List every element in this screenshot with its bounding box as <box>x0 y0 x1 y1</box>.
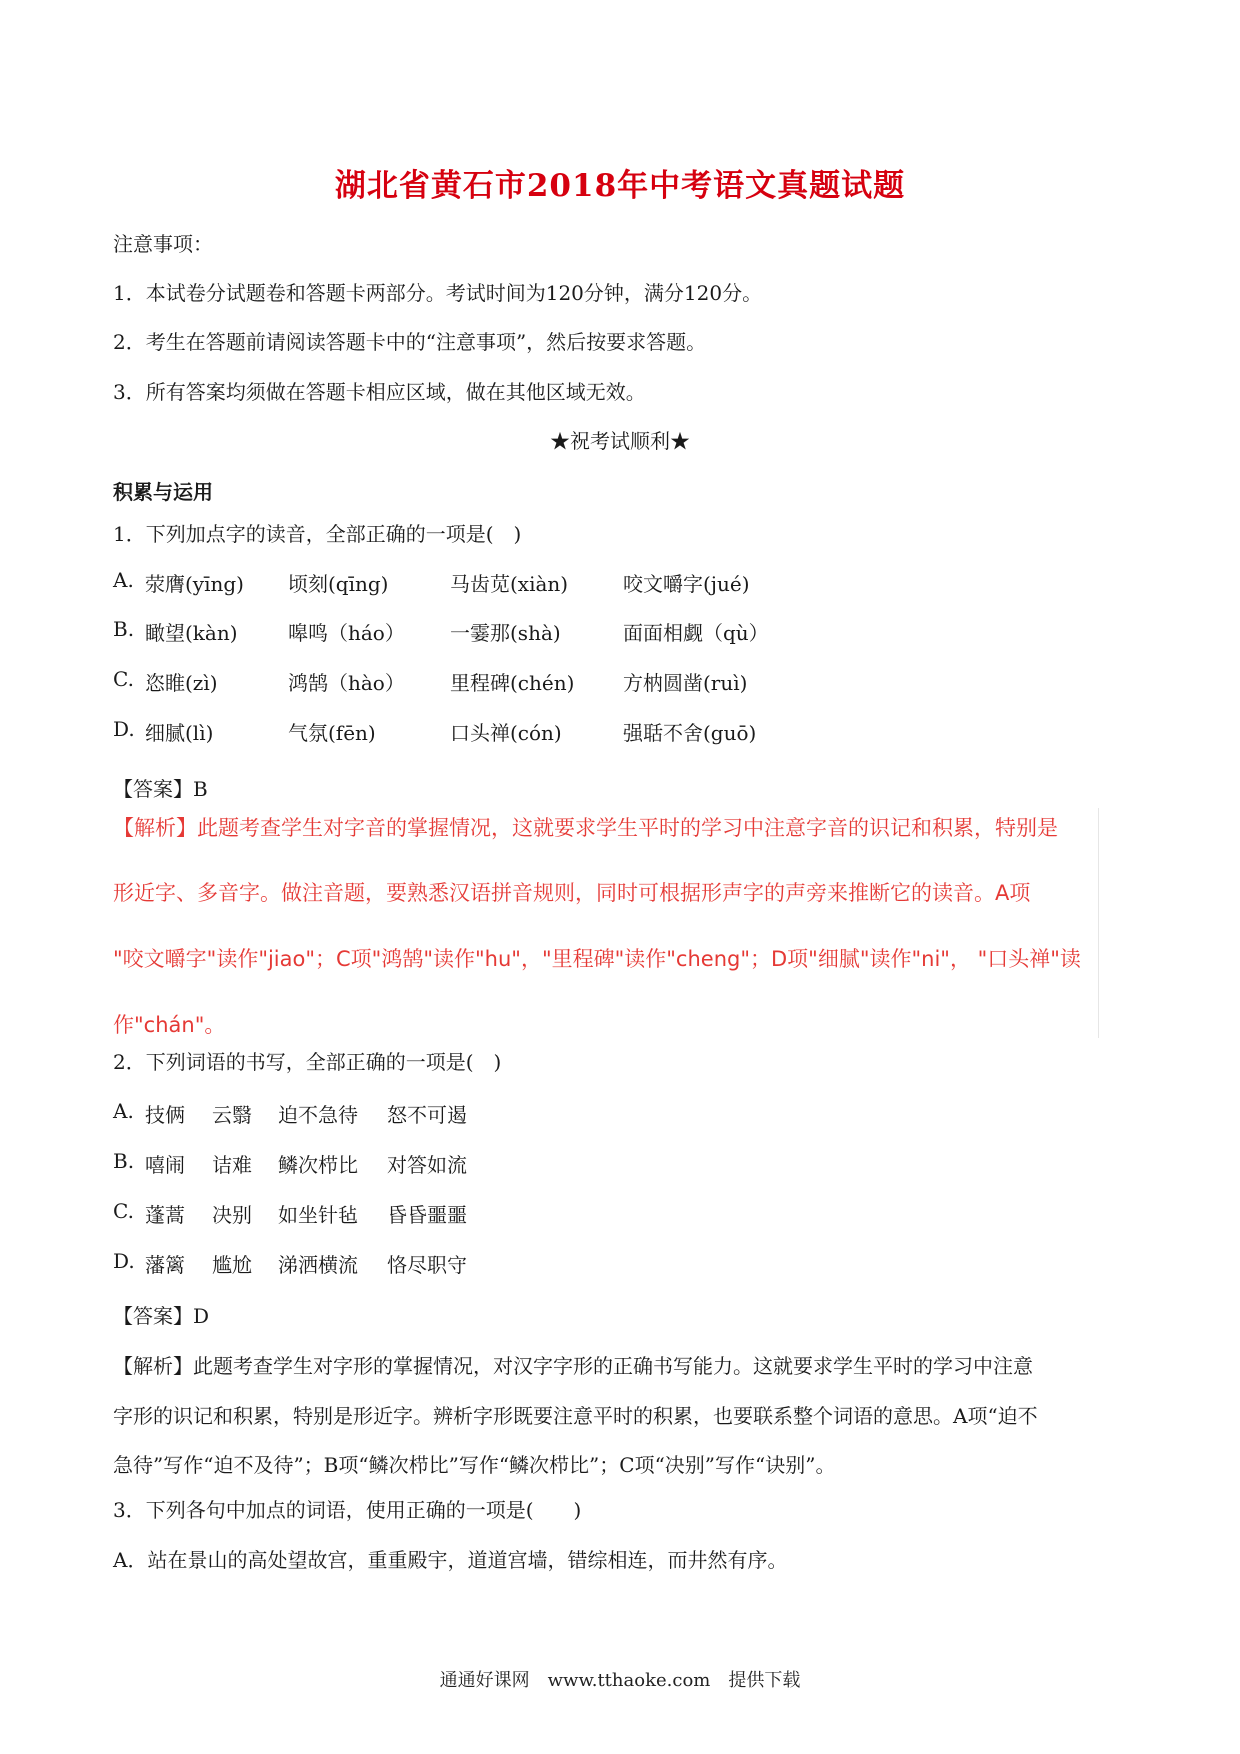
q1-stem: 1．下列加点字的读音，全部正确的一项是( ) <box>113 522 522 546</box>
option-word: 藩篱 <box>145 1253 185 1277</box>
option-word: 咬文嚼字(jué) <box>623 572 750 596</box>
option-word: 强聒不舍(guō) <box>623 721 757 745</box>
q1-answer: 【答案】B <box>113 777 208 801</box>
good-luck-line: ★祝考试顺利★ <box>550 429 690 453</box>
q1-analysis-line-4: 作"chán"。 <box>113 1013 226 1037</box>
option-word: 技俩 <box>145 1103 185 1127</box>
option-word: 蓬蒿 <box>145 1203 185 1227</box>
option-word: 尴尬 <box>212 1253 252 1277</box>
option-word: 如坐针毡 <box>278 1203 358 1227</box>
option-letter: C. <box>113 667 134 691</box>
option-word: 荥膺(yīng) <box>145 572 244 596</box>
option-word: 决别 <box>212 1203 252 1227</box>
option-word: 瞰望(kàn) <box>145 621 238 645</box>
notice-heading: 注意事项： <box>113 232 213 256</box>
option-word: 里程碑(chén) <box>450 671 575 695</box>
option-word: 气氛(fēn) <box>288 721 376 745</box>
footer-download-note: 通通好课网 www.tthaoke.com 提供下载 <box>439 1670 801 1691</box>
option-letter: A. <box>113 568 134 592</box>
option-word: 马齿苋(xiàn) <box>450 572 569 596</box>
q1-analysis-line-3: "咬文嚼字"读作"jiao"；C项"鸿鹄"读作"hu"，"里程碑"读作"cheng"；D项"细腻"读作"ni"， "口头禅"读 <box>113 947 1081 971</box>
q2-answer: 【答案】D <box>113 1304 210 1328</box>
q1-analysis-line-2: 形近字、多音字。做注音题，要熟悉汉语拼音规则，同时可根据形声字的声旁来推断它的读音。A项 <box>113 881 1031 905</box>
option-word: 云翳 <box>212 1103 252 1127</box>
option-word: 涕洒横流 <box>278 1253 358 1277</box>
q3-stem: 3．下列各句中加点的词语，使用正确的一项是( ) <box>113 1498 582 1522</box>
q2-analysis-line-3: 急待”写作“迫不及待”；B项“鳞次栉比”写作“鳞次栉比”；C项“决别”写作“诀别”。 <box>113 1453 836 1477</box>
option-word: 顷刻(qīng) <box>288 572 389 596</box>
option-word: 口头禅(cón) <box>450 721 562 745</box>
option-word: 对答如流 <box>387 1153 467 1177</box>
q2-analysis-line-2: 字形的识记和积累，特别是形近字。辨析字形既要注意平时的积累，也要联系整个词语的意思。A项“迫不 <box>113 1404 1038 1428</box>
option-letter: B. <box>113 617 135 641</box>
option-letter: A. <box>113 1099 134 1123</box>
option-word: 诘难 <box>212 1153 252 1177</box>
option-word: 细腻(lì) <box>145 721 214 745</box>
option-word: 怒不可遏 <box>387 1103 467 1127</box>
option-word: 昏昏噩噩 <box>387 1203 467 1227</box>
section-heading: 积累与运用 <box>113 480 213 504</box>
option-word: 嘻闹 <box>145 1153 185 1177</box>
option-word: 面面相觑（qù） <box>623 621 769 645</box>
q2-stem: 2．下列词语的书写，全部正确的一项是( ) <box>113 1050 502 1074</box>
option-word: 一霎那(shà) <box>450 621 561 645</box>
option-letter: B. <box>113 1149 135 1173</box>
q2-analysis-line-1: 【解析】此题考查学生对字形的掌握情况，对汉字字形的正确书写能力。这就要求学生平时的学习中注意 <box>113 1354 1033 1378</box>
notice-item-2: 2．考生在答题前请阅读答题卡中的“注意事项”，然后按要求答题。 <box>113 330 707 354</box>
q1-analysis-block <box>110 808 1099 1038</box>
option-letter: D. <box>113 717 135 741</box>
option-word: 迫不急待 <box>278 1103 358 1127</box>
option-letter: C. <box>113 1199 134 1223</box>
notice-item-1: 1．本试卷分试题卷和答题卡两部分。考试时间为120分钟，满分120分。 <box>113 281 763 305</box>
notice-item-3: 3．所有答案均须做在答题卡相应区域，做在其他区域无效。 <box>113 380 646 404</box>
q1-analysis-line-1: 【解析】此题考查学生对字音的掌握情况，这就要求学生平时的学习中注意字音的识记和积累，特别是 <box>113 816 1058 840</box>
page-title: 湖北省黄石市2018年中考语文真题试题 <box>334 168 906 204</box>
option-word: 鸿鹄（hào） <box>288 671 405 695</box>
option-word: 恣睢(zì) <box>145 671 218 695</box>
option-word: 鳞次栉比 <box>278 1153 358 1177</box>
option-letter: D. <box>113 1249 135 1273</box>
option-word: 嗥鸣（háo） <box>288 621 405 645</box>
q3-option-a: A．站在景山的高处望故宫，重重殿宇，道道宫墙，错综相连，而井然有序。 <box>113 1548 788 1572</box>
option-word: 方枘圆凿(ruì) <box>623 671 748 695</box>
option-word: 恪尽职守 <box>387 1253 467 1277</box>
